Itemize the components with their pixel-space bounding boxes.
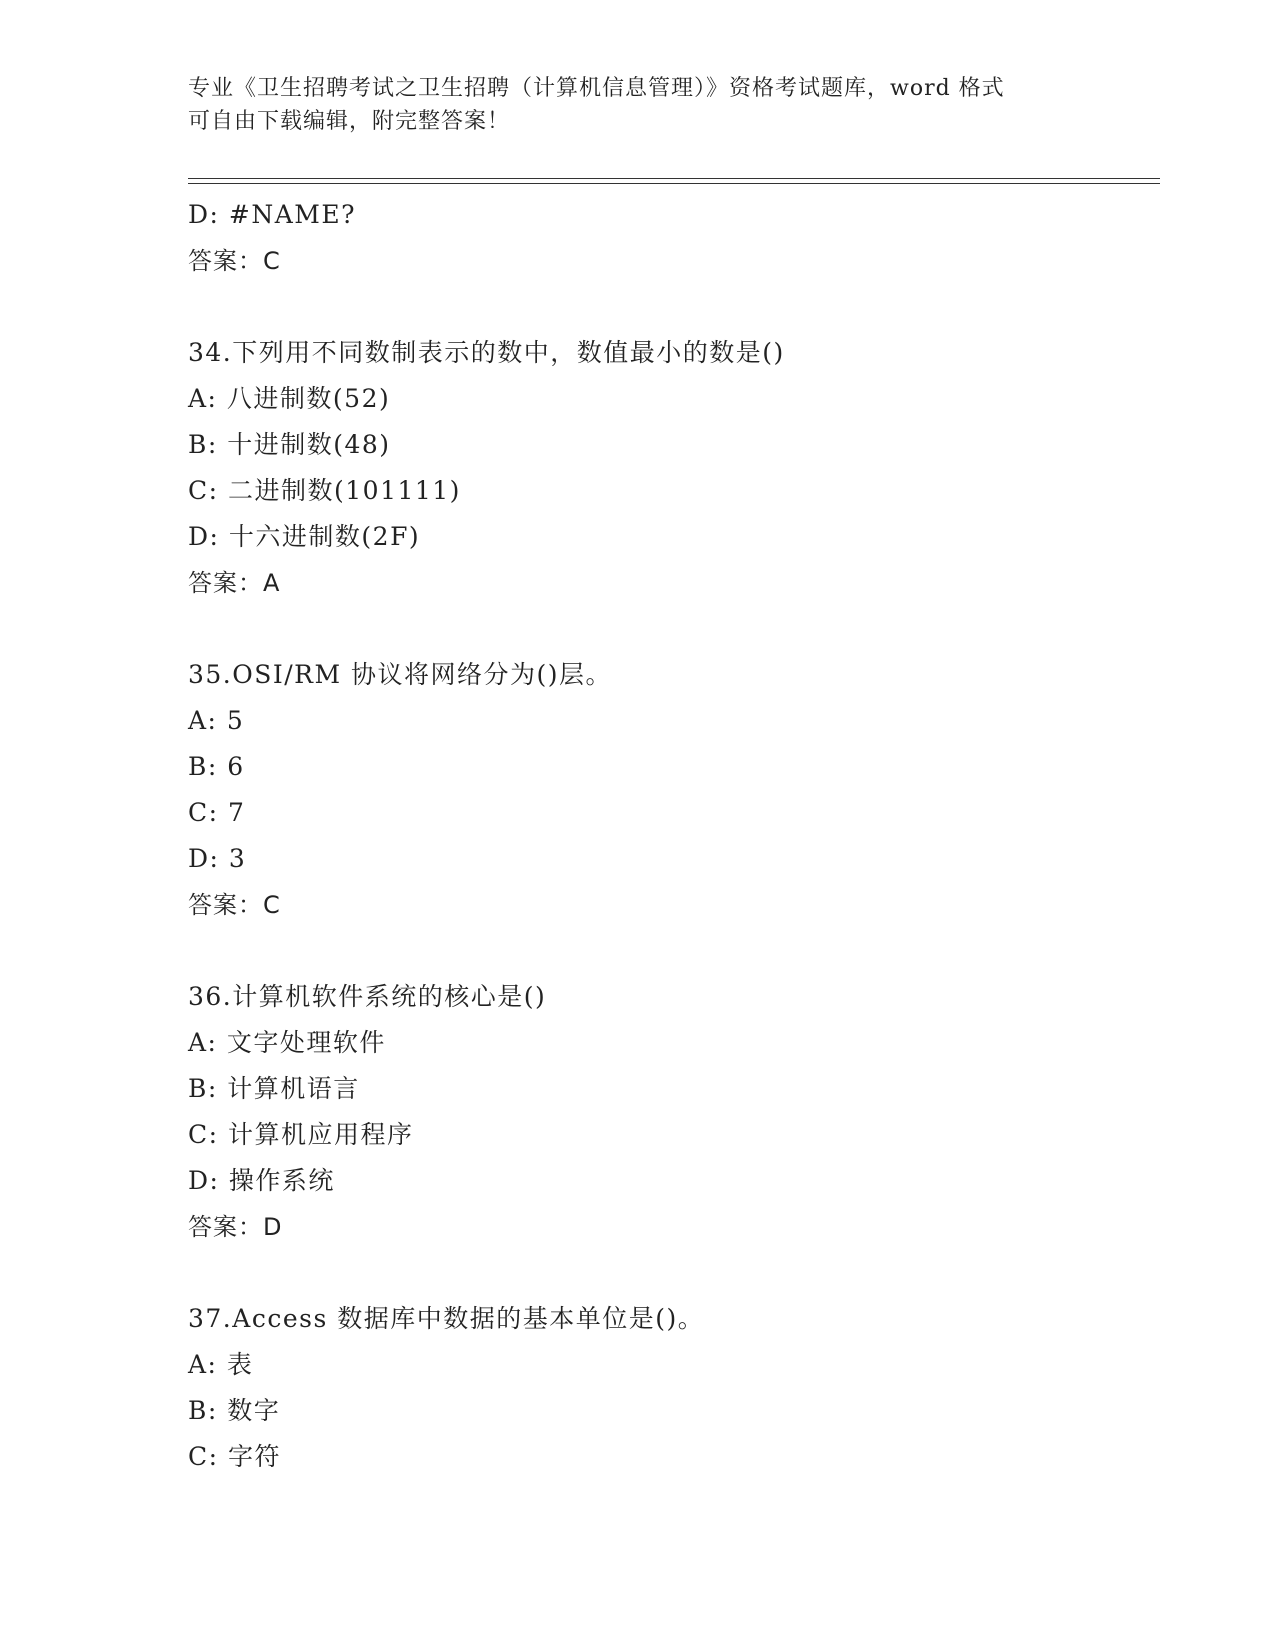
option-b: B: 6 [188,752,245,781]
header-divider-top [188,178,1160,179]
option-d: D: #NAME? [188,200,357,229]
option-c: C: 计算机应用程序 [188,1120,414,1149]
question-36: 36.计算机软件系统的核心是() [188,982,547,1011]
question-content [188,192,1148,1480]
option-d: D: 3 [188,844,247,873]
answer: 答案：A [188,569,281,597]
option-b: B: 十进制数(48) [188,430,391,459]
answer: 答案：C [188,247,281,275]
question-35: 35.OSI/RM 协议将网络分为()层。 [188,660,613,689]
document-header [188,72,1088,138]
option-d: D: 十六进制数(2F) [188,522,421,551]
option-c: C: 7 [188,798,246,827]
header-divider-bottom [188,183,1160,184]
option-b: B: 数字 [188,1396,281,1425]
option-a: A: 表 [188,1350,254,1379]
header-line-2: 可自由下载编辑，附完整答案！ [188,109,511,134]
option-a: A: 八进制数(52) [188,384,391,413]
option-c: C: 二进制数(101111) [188,476,461,505]
question-34: 34.下列用不同数制表示的数中，数值最小的数是() [188,338,785,367]
answer: 答案：D [188,1213,283,1241]
option-a: A: 文字处理软件 [188,1028,386,1057]
option-c: C: 字符 [188,1442,281,1471]
question-37: 37.Access 数据库中数据的基本单位是()。 [188,1304,705,1333]
answer: 答案：C [188,891,281,919]
option-d: D: 操作系统 [188,1166,335,1195]
option-a: A: 5 [188,706,245,735]
header-line-1: 专业《卫生招聘考试之卫生招聘（计算机信息管理）》资格考试题库，word 格式 [188,76,1005,101]
option-b: B: 计算机语言 [188,1074,360,1103]
